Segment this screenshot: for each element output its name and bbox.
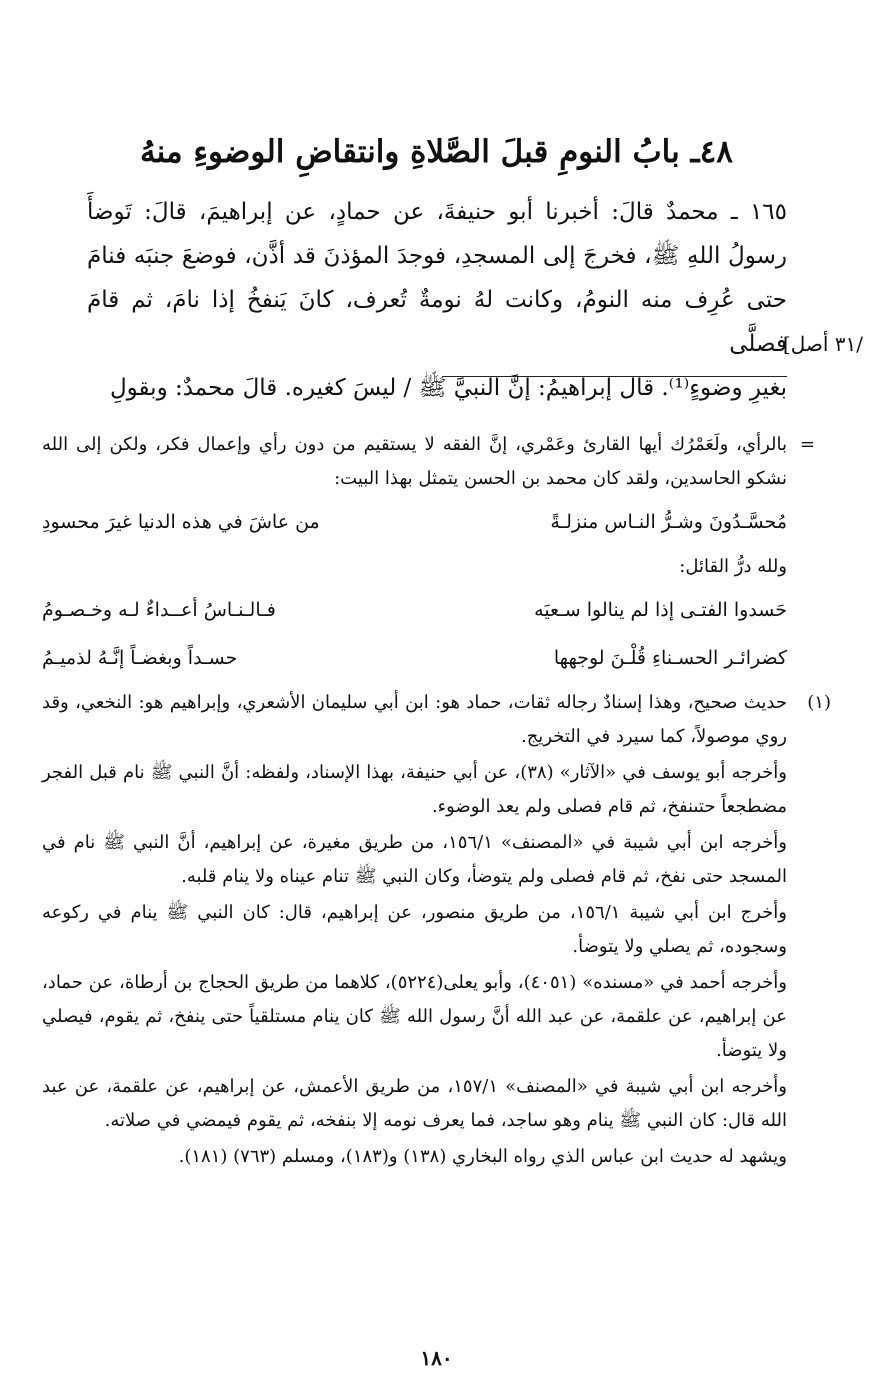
footnote-paragraph: وأخرجه أبو يوسف في «الآثار» (٣٨)، عن أبي حنيفة، بهذا الإسناد، ولفظه: أنَّ النبي ﷺ نام قبل الفجر مضطجعاً حتىنفخ، ثم قام فصلى ولم يعد الوضوء. bbox=[42, 762, 787, 817]
verse-first-hemistich: حَسدوا الفتـى إذا لم ينالوا سـعيَه bbox=[534, 599, 787, 621]
verse-first-hemistich: كضرائـر الحسـناءِ قُلْـنَ لوجهها bbox=[553, 647, 787, 669]
hadith-line: بغيرِ وضوءٍ⁽¹⁾. قال إبراهيمُ: إنَّ النبيَّ ﷺ / ليسَ كغيره. قالَ محمدٌ: وبقولِ bbox=[109, 375, 787, 401]
verse-second-hemistich: حسـداً وبغضـاً إنَّـهُ لذميـمُ bbox=[42, 647, 238, 669]
poem-verse bbox=[42, 590, 787, 630]
footnote-number: (١) bbox=[807, 692, 831, 713]
footnote-divider bbox=[442, 376, 787, 377]
continuation-mark: = bbox=[799, 434, 815, 455]
footnote-paragraph: وأخرجه ابن أبي شيبة في «المصنف» ١٥٦/١، من طريق مغيرة، عن إبراهيم، أنَّ النبي ﷺ نام في المسجد حتى نفخ، ثم قام فصلى ولم يتوضأ، وكان النبي ﷺ تنام عيناه ولا ينام قلبه. bbox=[42, 832, 787, 887]
note-continuation-para bbox=[42, 428, 815, 496]
footnote-text: حديث صحيح، وهذا إسنادٌ رجاله ثقات، حماد هو: ابن أبي سليمان الأشعري، وإبراهيم هو: النخعي، وقد روي موصولاً، كما سيرد في التخريج. bbox=[42, 692, 787, 747]
hadith-line: ١٦٥ ـ محمدٌ قالَ: أخبرنا أبو حنيفةَ، عن حمادٍ، عن إبراهيمَ، قالَ: تَوضأَ bbox=[87, 199, 787, 225]
poem-intro: ولله درُّ القائل: bbox=[679, 556, 787, 577]
footnote-paragraph: وأخرجه أحمد في «مسنده» (٤٠٥١)، وأبو يعلى(٥٢٢٤)، كلاهما من طريق الحجاج بن أرطاة، عن حماد، عن إبراهيم، عن علقمة، عن عبد الله أنَّ رسول الله ﷺ كان ينام مستلقياً حتى ينفخ، ثم يقوم، فيصلي ولا يتوضأ. bbox=[42, 972, 787, 1061]
page-number: ١٨٠ bbox=[420, 1346, 453, 1370]
verse-first-hemistich: مُحسَّـدُونَ وشـرُّ النـاس منزلـةً bbox=[550, 511, 787, 533]
verse-second-hemistich: فـالـنـاسُ أعــداءٌ لـه وخـصـومُ bbox=[42, 599, 276, 621]
note-continuation: بالرأي، ولَعَمْرُك أيها القارئ وعَمْري، إنَّ الفقه لا يستقيم من دون رأي وإعمال فكر، ولكن إلى الله نشكو الحاسدين، ولقد كان محمد بن الحسن يتمثل بهذا البيت: bbox=[42, 434, 787, 489]
footnote-paragraph: وأخرج ابن أبي شيبة ١٥٦/١، من طريق منصور، عن إبراهيم، قال: كان النبي ﷺ ينام في ركوعه وسجوده، ثم يصلي ولا يتوضأ. bbox=[42, 902, 787, 957]
hadith-line: رسولُ اللهِ ﷺ، فخرجَ إلى المسجدِ، فوجدَ المؤذنَ قد أذَّن، فوضعَ جنبَه فنامَ bbox=[87, 243, 787, 269]
poem-verse bbox=[42, 638, 787, 678]
footnote-paragraph bbox=[42, 686, 831, 754]
footnote-paragraph: وأخرجه ابن أبي شيبة في «المصنف» ١٥٧/١، من طريق الأعمش، عن إبراهيم، عن علقمة، عن عبد الله قال: كان النبي ﷺ ينام وهو ساجد، فما يعرف نومه إلا بنفخه، ثم يقوم فيمضي في صلاته. bbox=[42, 1076, 787, 1131]
hadith-line: حتى عُرِف منه النومُ، وكانت لهُ نومةٌ تُعرف، كانَ يَنفخُ إذا نامَ، ثم قامَ فصلَّى bbox=[87, 287, 787, 357]
hadith-text bbox=[87, 190, 787, 410]
chapter-title: ٤٨ـ بابُ النومِ قبلَ الصَّلاةِ وانتقاضِ الوضوءِ منهُ bbox=[140, 134, 733, 170]
poem-verse bbox=[42, 502, 787, 542]
footnote-paragraph: ويشهد له حديث ابن عباس الذي رواه البخاري (١٣٨) و(١٨٣)، ومسلم (٧٦٣) (١٨١). bbox=[178, 1146, 787, 1167]
manuscript-page-ref: /٣١ أصل] bbox=[782, 332, 863, 356]
verse-second-hemistich: من عاشَ في هذه الدنيا غيرَ محسودِ bbox=[42, 511, 320, 533]
footnotes-section bbox=[42, 428, 831, 1176]
